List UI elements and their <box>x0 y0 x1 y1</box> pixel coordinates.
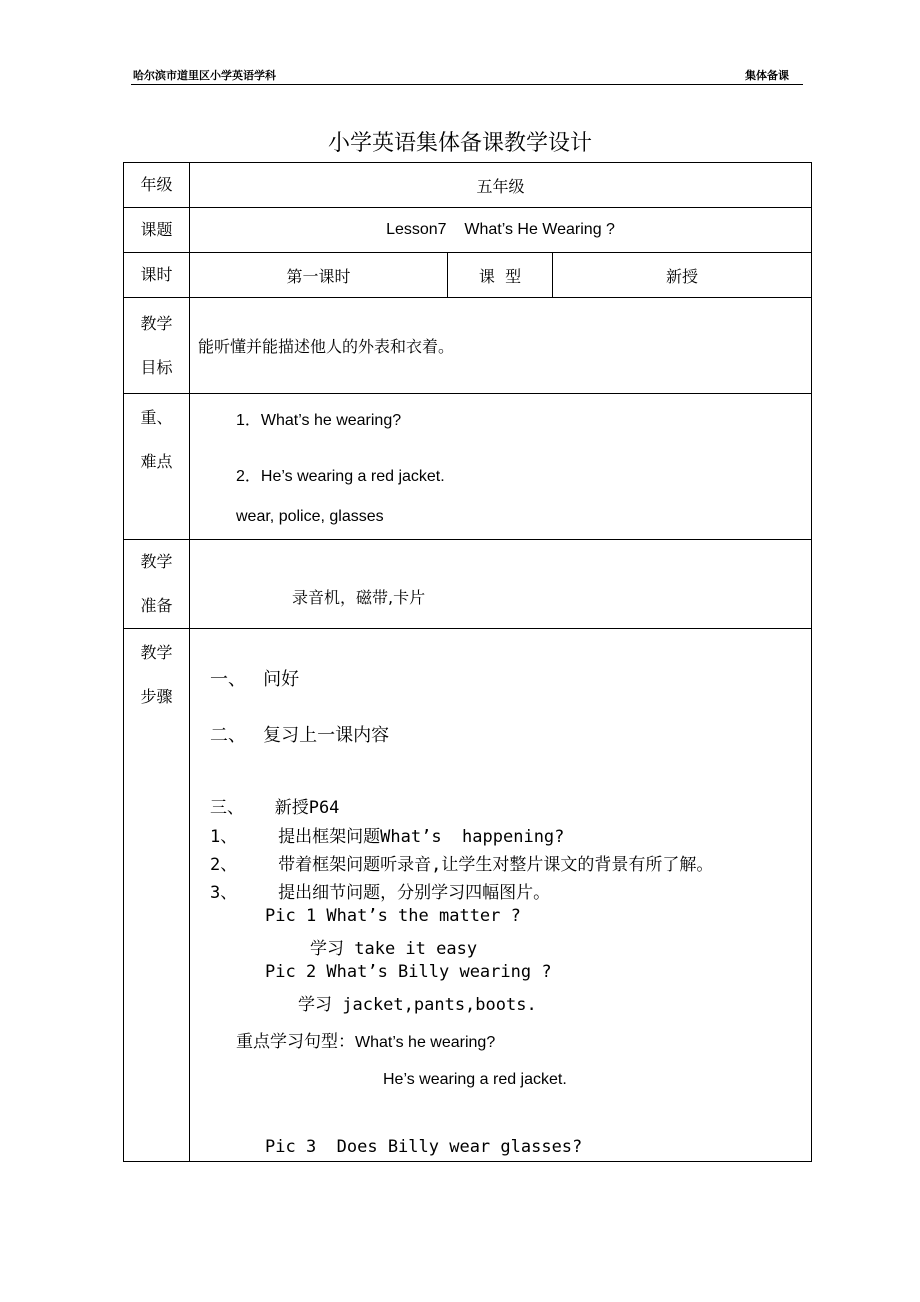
row-preparation <box>124 540 812 629</box>
header-divider <box>131 84 803 85</box>
row-topic <box>124 208 812 253</box>
steps-label <box>124 629 190 1162</box>
row-goal <box>124 298 812 394</box>
pic-2-learn: 学习 jacket,pants,boots. <box>298 995 537 1015</box>
row-steps <box>124 629 812 1162</box>
row-key-points <box>124 394 812 540</box>
key-label <box>124 394 190 540</box>
steps-label-line-1: 教学 <box>140 643 173 662</box>
step-3: 三、 新授P64 <box>210 798 340 818</box>
period-value: 第一课时 <box>190 253 448 298</box>
topic-label: 课题 <box>124 208 190 253</box>
steps-label-line-2: 步骤 <box>140 687 173 706</box>
period-label: 课时 <box>124 253 190 298</box>
key-line-2: 2．He’s wearing a red jacket. <box>236 468 445 485</box>
pic-3: Pic 3 Does Billy wear glasses? <box>265 1137 583 1157</box>
pic-1: Pic 1 What’s the matter ? <box>265 906 521 926</box>
pattern-2: He’s wearing a red jacket. <box>383 1071 567 1088</box>
prep-content <box>190 540 812 629</box>
pattern-line-1 <box>236 1027 495 1052</box>
prep-label <box>124 540 190 629</box>
type-label: 课 型 <box>448 253 553 298</box>
header-left: 哈尔滨市道里区小学英语学科 <box>133 69 276 82</box>
header-right: 集体备课 <box>745 69 789 82</box>
step-1: 一、 问好 <box>210 669 300 690</box>
grade-value: 五年级 <box>190 163 812 208</box>
pic-1-learn: 学习 take it easy <box>310 939 478 959</box>
key-label-line-1: 重、 <box>140 408 173 427</box>
key-line-1: 1．What’s he wearing? <box>236 412 402 429</box>
step-2: 二、 复习上一课内容 <box>210 725 390 746</box>
goal-value: 能听懂并能描述他人的外表和衣着。 <box>190 298 812 394</box>
grade-label: 年级 <box>124 163 190 208</box>
row-grade <box>124 163 812 208</box>
row-period <box>124 253 812 298</box>
step-3-2: 2、 带着框架问题听录音,让学生对整片课文的背景有所了解。 <box>210 855 714 875</box>
step-3-3: 3、 提出细节问题，分别学习四幅图片。 <box>210 883 551 903</box>
pic-2: Pic 2 What’s Billy wearing ? <box>265 962 552 982</box>
prep-label-line-1: 教学 <box>140 552 173 571</box>
prep-label-line-2: 准备 <box>140 596 173 615</box>
goal-label <box>124 298 190 394</box>
steps-content <box>190 629 812 1162</box>
goal-label-line-2: 目标 <box>140 357 173 377</box>
key-line-3: wear, police, glasses <box>236 508 384 525</box>
key-content <box>190 394 812 540</box>
type-value: 新授 <box>553 253 812 298</box>
pattern-label: 重点学习句型： <box>236 1032 355 1052</box>
pattern-1: What’s he wearing? <box>355 1034 496 1051</box>
goal-label-line-1: 教学 <box>140 313 173 333</box>
prep-value: 录音机，磁带,卡片 <box>292 588 426 607</box>
lesson-plan-table <box>123 162 812 1162</box>
key-label-line-2: 难点 <box>140 452 173 471</box>
page-title: 小学英语集体备课教学设计 <box>327 131 592 156</box>
topic-value: Lesson7 What’s He Wearing ? <box>190 208 812 253</box>
step-3-1: 1、 提出框架问题What’s happening? <box>210 827 565 847</box>
